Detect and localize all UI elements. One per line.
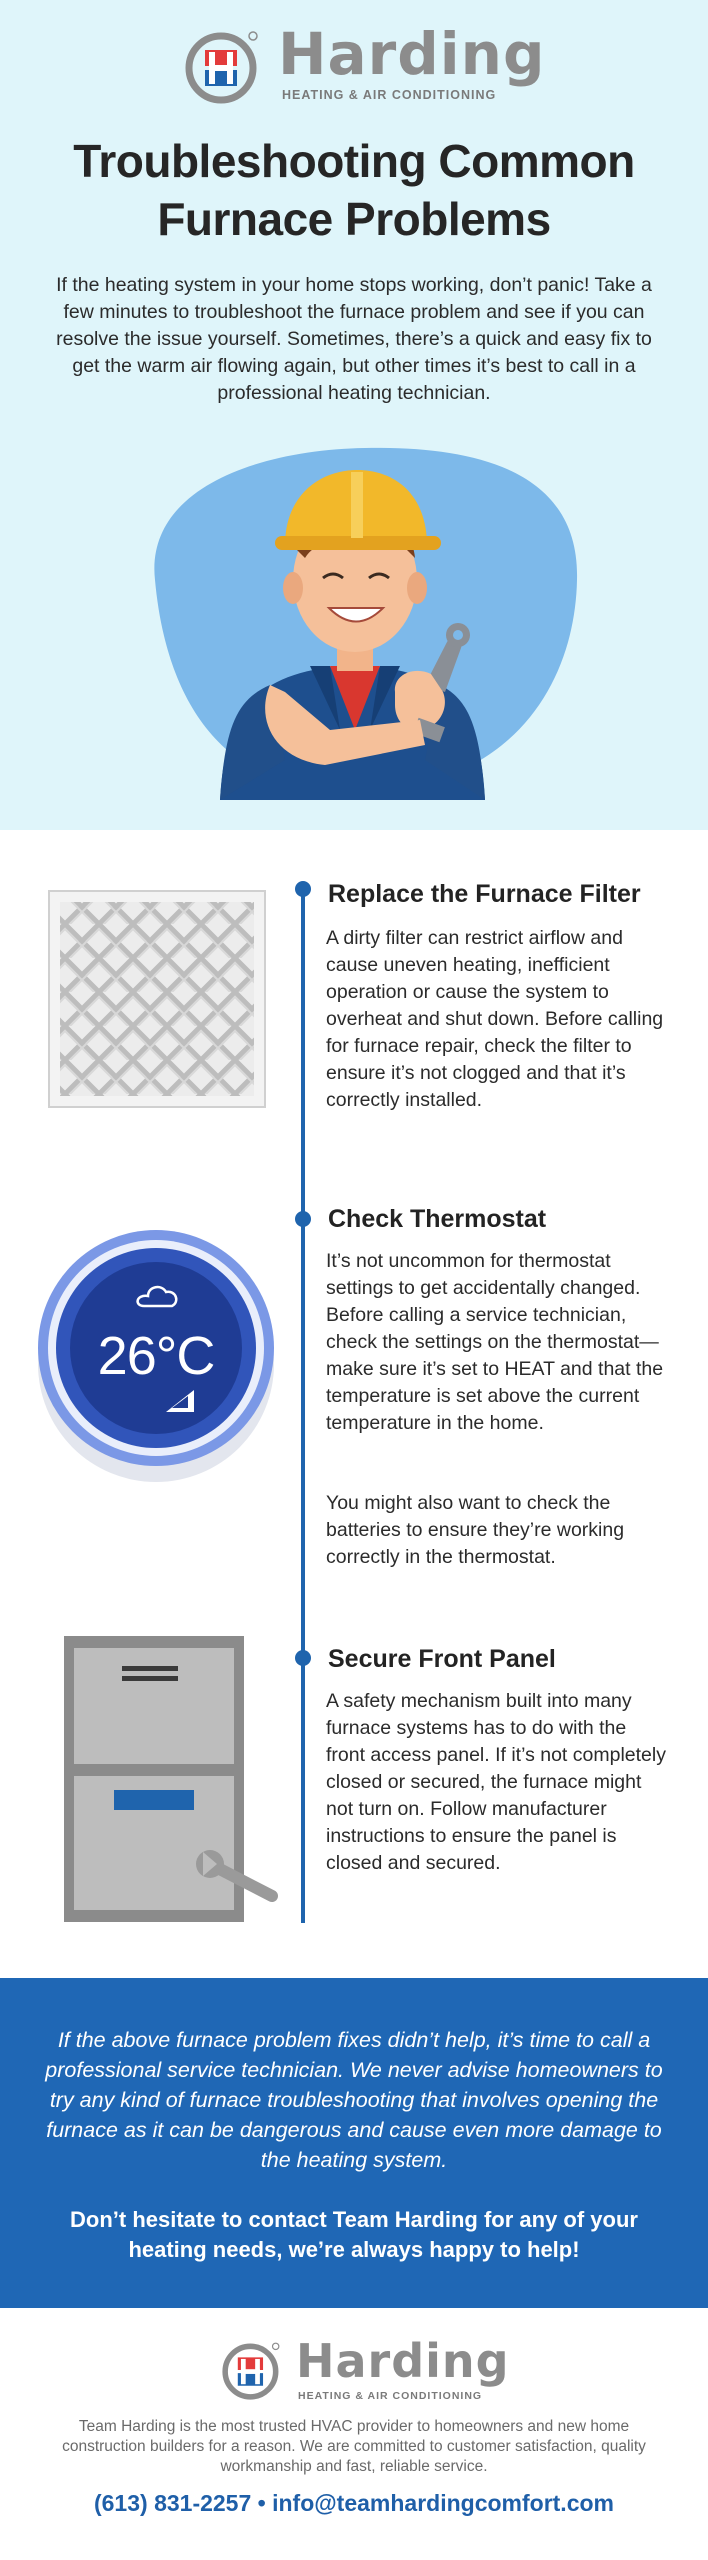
step-2-text-extra: You might also want to check the batteries to ensure they’re working correctly in the thermostat. <box>326 1492 625 1568</box>
footer-about-text: Team Harding is the most trusted HVAC provider to homeowners and new home construction builders for a reason. We are committed to customer satisfaction, quality workmanship and fast, reliable service. <box>62 2418 646 2475</box>
footer-harding-logo[interactable] <box>0 2330 708 2420</box>
step-2-marker <box>295 1211 311 1227</box>
step-1-title: Replace the Furnace Filter <box>328 880 641 908</box>
harding-logo[interactable] <box>0 20 708 110</box>
page-title-line-1: Troubleshooting Common <box>73 135 635 187</box>
harding-logo-mark-icon <box>185 28 261 104</box>
thermostat-temperature: 26°C <box>97 1326 215 1386</box>
intro-paragraph: If the heating system in your home stops working, don’t panic! Take a few minutes to troubleshoot the furnace problem and see if you can resolve the issue yourself. Sometimes, there’s a quick and easy fix to get the warm air flowing again, but other times it’s best to call in a professional heating technician. <box>56 274 652 404</box>
brand-name: Harding <box>278 20 546 88</box>
step-2-title: Check Thermostat <box>328 1205 547 1233</box>
step-3-marker <box>295 1650 311 1666</box>
step-1-text: A dirty filter can restrict airflow and cause uneven heating, inefficient operation or cause the system to overheat and shut down. Before calling for furnace repair, check the filter to ensure it’s not clogged and that it’s correctly installed. <box>326 927 664 1111</box>
step-1-marker <box>295 881 311 897</box>
step-3-text: A safety mechanism built into many furnace systems has to do with the front access panel. If it’s not completely closed or secured, the furnace might not turn on. Follow manufacturer instructions to ensure the panel is closed and secured. <box>326 1690 666 1874</box>
step-3-title: Secure Front Panel <box>328 1645 556 1673</box>
air-filter-icon <box>48 890 266 1108</box>
brand-tagline: HEATING & AIR CONDITIONING <box>282 88 497 102</box>
steps-timeline <box>301 888 305 1923</box>
footer-brand-name: Harding <box>296 2334 510 2388</box>
contact-phone-email-link[interactable]: (613) 831-2257 • info@teamhardingcomfort.com <box>93 2490 614 2516</box>
footer-brand-tagline: HEATING & AIR CONDITIONING <box>298 2390 483 2402</box>
furnace-icon <box>60 1634 282 1924</box>
cta-contact-text: Don’t hesitate to contact Team Harding for any of your heating needs, we’re always happy to help! <box>70 2207 638 2262</box>
step-2-text: It’s not uncommon for thermostat settings to get accidentally changed. Before calling a service technician, check the settings on the thermostat—make sure it’s set to HEAT and that the temperature is set above the current temperature in the home. <box>326 1250 664 1434</box>
page-title <box>0 132 708 248</box>
footer-logo-mark-icon <box>222 2340 282 2400</box>
technician-illustration <box>125 430 585 800</box>
page-title-line-2: Furnace Problems <box>157 193 551 245</box>
cta-advice-text: If the above furnace problem fixes didn’t help, it’s time to call a professional service technician. We never advise homeowners to try any kind of furnace troubleshooting that involves opening the furnace as it can be dangerous and cause even more damage to the heating system. <box>45 2028 663 2172</box>
